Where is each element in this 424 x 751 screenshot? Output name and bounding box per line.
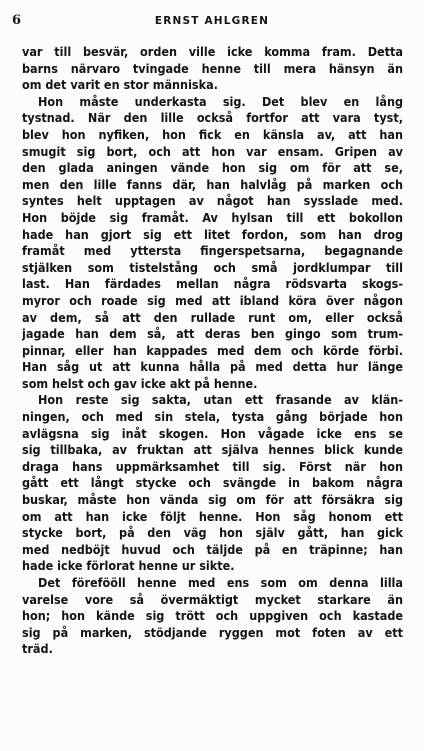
- text-line: träd.: [22, 641, 53, 657]
- text-line: myror och roade sig med att ibland köra över någon: [22, 292, 403, 308]
- text-line: om att han icke följt henne. Hon såg honom ett: [22, 508, 403, 524]
- text-line: last. Han färdades mellan några rödsvarta skogs-: [22, 276, 403, 292]
- text-line: jagade han dem så, att deras ben gingo som trum-: [22, 326, 403, 342]
- text-line: av dem, så att den rullade runt om, eller också: [22, 309, 403, 325]
- text-line: syntes helt upptagen av något han sysslade med.: [22, 193, 403, 209]
- running-head: ERNST AHLGREN: [154, 15, 270, 27]
- text-line: sig tillbaka, av fruktan att själva hennes blick kunde: [22, 442, 403, 458]
- text-line: Hon reste sig sakta, utan ett frasande av klän-: [38, 392, 403, 408]
- text-line: framåt med yttersta fingerspetsarna, begagnande: [22, 243, 403, 259]
- text-line: avlägsna sig inåt skogen. Hon vågade icke ens se: [22, 425, 403, 441]
- text-line: draga hans uppmärksamhet till sig. Först när hon: [22, 458, 403, 474]
- text-line: Det förefööll henne med ens som om denna lilla: [38, 575, 403, 590]
- text-line: hon; hon kände sig trött och uppgiven och kastade: [22, 608, 403, 624]
- text-line: som helst och gav icke akt på henne.: [22, 375, 258, 391]
- text-line: stjälken som tistelstång och små jordklumpar till: [22, 259, 403, 275]
- text-line: den glada aningen vände hon sig om för att se,: [22, 160, 403, 176]
- text-line: sig på marken, stödjande ryggen mot foten av ett: [22, 624, 403, 640]
- text-line: smugit sig bort, och att hon var ensam. Gripen av: [22, 143, 403, 159]
- text-line: om det varit en stor människa.: [22, 77, 218, 93]
- text-line: varelse vore så övermäktigt mycket starkare än: [22, 591, 403, 607]
- text-line: stycke bort, på den väg hon själv gått, han gick: [22, 525, 403, 541]
- text-line: tystnad. När den lille också fortfor att vara tyst,: [22, 110, 403, 126]
- text-line: Han såg ut att kunna hålla på med detta hur länge: [22, 359, 403, 375]
- text-line: buskar, måste hon vända sig om för att försäkra sig: [22, 492, 403, 508]
- text-line: pinnar, eller han kappades med dem och körde förbi.: [22, 342, 403, 358]
- text-line: ningen, och med sin stela, tysta gång började hon: [22, 409, 403, 425]
- text-line: Hon böjde sig framåt. Av hylsan till ett bokollon: [22, 209, 403, 225]
- body-text: [22, 44, 403, 658]
- text-line: men den lille fanns där, han halvlåg på marken och: [22, 176, 403, 192]
- text-line: var till besvär, orden ville icke komma fram. Detta: [22, 44, 403, 59]
- text-line: blev hon nyfiken, hon fick en känsla av, att han: [22, 126, 403, 142]
- text-line: hade han gjort sig ett litet fordon, som han drog: [22, 226, 403, 242]
- text-line: med nedböjt huvud och täljde på en träpinne; han: [22, 541, 403, 557]
- text-line: hade icke förlorat henne ur sikte.: [22, 558, 235, 574]
- page-number: 6: [12, 13, 22, 28]
- text-line: barns närvaro tvingade henne till mera hänsyn än: [22, 60, 403, 76]
- page-header: [12, 13, 412, 29]
- text-line: Hon måste underkasta sig. Det blev en lång: [38, 93, 403, 109]
- text-line: gått ett långt stycke och svängde in bakom några: [22, 475, 403, 491]
